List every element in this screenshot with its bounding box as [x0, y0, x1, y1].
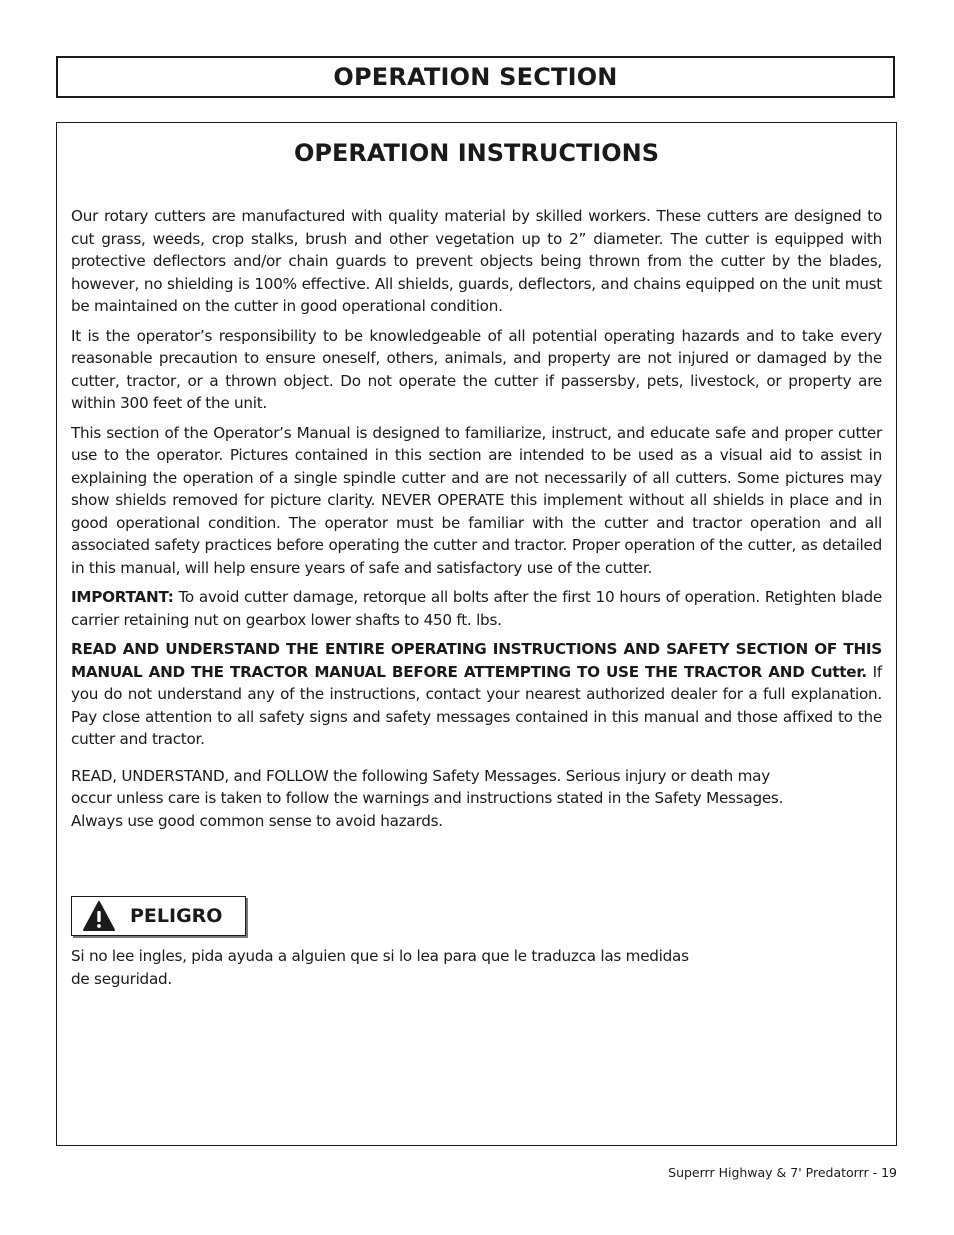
paragraph-safety-messages: READ, UNDERSTAND, and FOLLOW the following Safety Messages. Serious injury or death may occur unless care is taken to follow the warnings and instructions stated in the Safety Messages. Always use good common sense to avoid hazards.: [71, 766, 784, 830]
paragraph-responsibility: It is the operator’s responsibility to be knowledgeable of all potential operating hazards and to take every reasonable precaution to ensure oneself, others, animals, and property are not injured or damaged by the cutter, tractor, or a thrown object. Do not operate the cutter if passersby, pets, livestock, or property are within 300 feet of the unit.: [71, 326, 882, 412]
operation-instructions-box: [56, 122, 897, 1146]
instructions-content: [71, 205, 882, 839]
paragraph-intro: Our rotary cutters are manufactured with quality material by skilled workers. These cutters are designed to cut grass, weeds, crop stalks, brush and other vegetation up to 2” diameter. The cutter is equipped with protective deflectors and/or chain guards to prevent objects being thrown from the cutter by the blades, however, no shielding is 100% effective. All shields, guards, deflectors, and chains equipped on the unit must be maintained on the cutter in good operational condition.: [71, 207, 882, 315]
section-title: OPERATION SECTION: [333, 63, 618, 91]
important-text: To avoid cutter damage, retorque all bolts after the first 10 hours of operation. Retighten blade carrier retaining nut on gearbox lower shafts to 450 ft. lbs.: [71, 588, 882, 629]
page-title: OPERATION INSTRUCTIONS: [293, 139, 660, 167]
read-understand-bold: READ AND UNDERSTAND THE ENTIRE OPERATING INSTRUCTIONS AND SAFETY SECTION OF THIS MANUAL AND THE TRACTOR MANUAL BEFORE ATTEMPTING TO USE THE TRACTOR AND Cutter.: [71, 640, 882, 681]
danger-label-text: PELIGRO: [130, 905, 223, 927]
warning-triangle-icon: [82, 900, 116, 932]
important-label: IMPORTANT:: [71, 588, 174, 606]
paragraph-important: [71, 586, 882, 631]
paragraph-manual-section: This section of the Operator’s Manual is designed to familiarize, instruct, and educate safe and proper cutter use to the operator. Pictures contained in this section are intended to be used as a visual aid to assist in explaining the operation of a single spindle cutter and are not necessarily of all cutters. Some pictures may show shields removed for picture clarity. NEVER OPERATE this implement without all shields in place and in good operational condition. The operator must be familiar with the cutter and tractor operation and all associated safety practices before operating the cutter and tractor. Proper operation of the cutter, as detailed in this manual, will help ensure years of safe and satisfactory use of the cutter.: [71, 423, 882, 577]
read-understand-text: If you do not understand any of the instructions, contact your nearest authorized dealer for a full explanation. Pay close attention to all safety signs and safety messages contained in this manual and those affixed to the cutter and tractor.: [71, 662, 882, 748]
paragraph-read-understand: [71, 638, 882, 751]
section-header: [56, 56, 895, 98]
danger-label: [71, 896, 246, 936]
page-footer: Superrr Highway & 7' Predatorrr - 19: [668, 1165, 897, 1180]
spanish-safety-text: Si no lee ingles, pida ayuda a alguien que si lo lea para que le traduzca las medidas de seguridad.: [71, 947, 689, 988]
